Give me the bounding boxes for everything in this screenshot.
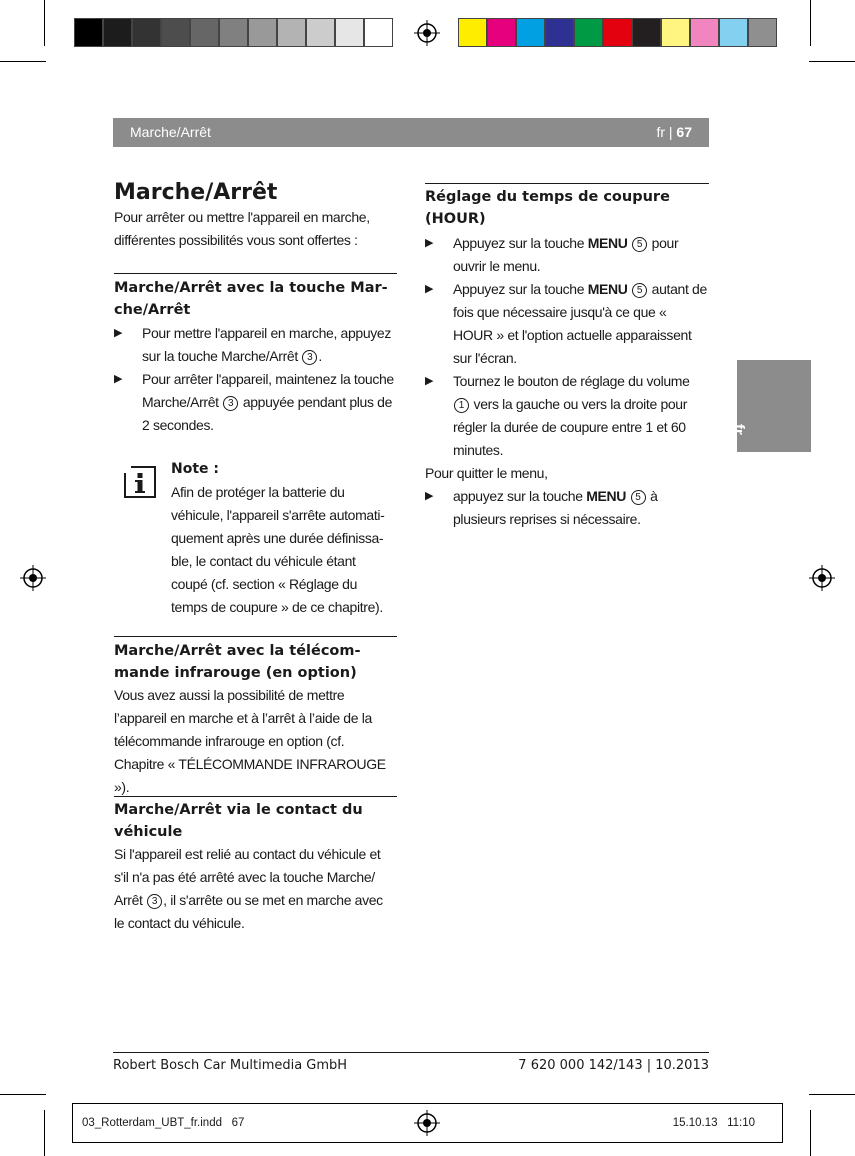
section-power-button (114, 277, 397, 437)
running-header-page: fr | 67 (656, 124, 692, 140)
crop-mark (0, 1094, 46, 1095)
menu-key-label: MENU (586, 488, 627, 504)
language-tab (730, 360, 811, 452)
color-swatch (516, 18, 545, 47)
list-item: ▶ Appuyez sur la touche MENU 5 pour ouvrir le menu. (425, 232, 709, 278)
color-swatch (132, 18, 161, 47)
quit-instruction: Pour quitter le menu, (425, 465, 548, 481)
callout-number: 5 (631, 490, 646, 505)
color-swatch (364, 18, 393, 47)
arrow-bullet-icon: ▶ (425, 283, 434, 295)
slug-datetime: 15.10.13 11:10 (672, 1117, 755, 1129)
crop-mark (44, 1110, 45, 1156)
color-swatch (306, 18, 335, 47)
color-swatch (690, 18, 719, 47)
note-title: Note : (171, 461, 219, 477)
color-swatch (190, 18, 219, 47)
footer-company: Robert Bosch Car Multimedia GmbH (113, 1058, 348, 1073)
callout-number: 5 (632, 237, 647, 252)
section-ignition (114, 799, 397, 935)
color-swatch (719, 18, 748, 47)
menu-key-label: MENU (587, 235, 628, 251)
color-swatch (277, 18, 306, 47)
list-item: ▶ Pour mettre l'appareil en marche, appuyez sur la touche Marche/Arrêt 3 . (114, 322, 397, 368)
arrow-bullet-icon: ▶ (425, 490, 434, 502)
section-heading: Marche/Arrêt via le contact du véhicule (114, 802, 363, 840)
list-item: ▶ Appuyez sur la touche MENU 5 autant de fois que nécessaire jusqu'à ce que « HOUR » et l'option actuelle apparaissent sur l'écran. (425, 278, 709, 370)
section-rule (425, 183, 709, 184)
color-swatch (603, 18, 632, 47)
color-swatch (661, 18, 690, 47)
info-icon (124, 466, 156, 498)
section-paragraph: Si l'appareil est relié au contact du véhicule et s'il n'a pas été arrêté avec la touche Marche/ Arrêt 3 , il s'arrête ou se met en marche avec le contact du véhicule. (114, 846, 383, 931)
section-paragraph: Vous avez aussi la possibilité de mettre l’appareil en marche et à l’arrêt à l’aide de la télécommande infrarouge en option (cf. Chapitre « TÉLÉCOMMANDE INFRAROUGE »). (114, 687, 386, 795)
left-column (114, 180, 397, 252)
callout-number: 3 (302, 350, 317, 365)
callout-number: 1 (454, 398, 469, 413)
color-swatch (161, 18, 190, 47)
color-swatch (748, 18, 777, 47)
registration-mark-icon (809, 565, 835, 591)
color-swatch (74, 18, 103, 47)
registration-mark-icon (20, 565, 46, 591)
section-heading: Réglage du temps de coupure (HOUR) (425, 189, 670, 227)
arrow-bullet-icon: ▶ (425, 237, 434, 249)
page-title: Marche/Arrêt (114, 180, 278, 205)
menu-key-label: MENU (587, 281, 628, 297)
callout-number: 3 (223, 396, 238, 411)
section-heading: Marche/Arrêt avec la télécom- mande infrarouge (en option) (114, 643, 361, 681)
color-swatch (335, 18, 364, 47)
running-header-section: Marche/Arrêt (130, 124, 211, 140)
list-item: ▶ Pour arrêter l'appareil, maintenez la touche Marche/Arrêt 3 appuyée pendant plus de 2 secondes. (114, 368, 397, 437)
list-item: ▶ Tournez le bouton de réglage du volume 1 vers la gauche ou vers la droite pour régler la durée de coupure entre 1 et 60 minutes. (425, 370, 709, 462)
color-swatch (458, 18, 487, 47)
crop-mark (810, 0, 811, 46)
list-item: ▶ appuyez sur la touche MENU 5 à plusieurs reprises si nécessaire. (425, 485, 709, 531)
section-rule (114, 636, 397, 637)
crop-mark (810, 1110, 811, 1156)
callout-number: 3 (147, 894, 162, 909)
arrow-bullet-icon: ▶ (425, 375, 434, 387)
registration-mark-icon (414, 20, 440, 46)
color-swatch (574, 18, 603, 47)
intro-paragraph: Pour arrêter ou mettre l'appareil en marche, différentes possibilités vous sont offertes : (114, 209, 370, 248)
slug-filename: 03_Rotterdam_UBT_fr.indd 67 (82, 1117, 245, 1129)
color-swatch (632, 18, 661, 47)
crop-mark (44, 0, 45, 46)
crop-mark (809, 1094, 855, 1095)
language-tab-label: fr (730, 424, 747, 435)
color-swatch (545, 18, 574, 47)
note-box (171, 458, 401, 619)
section-rule (114, 273, 397, 274)
section-timeout (425, 186, 709, 531)
footer-docref: 7 620 000 142/143 | 10.2013 (518, 1058, 709, 1073)
header-lang: fr (656, 124, 665, 140)
arrow-bullet-icon: ▶ (114, 373, 123, 385)
page-number: 67 (676, 124, 692, 140)
section-remote (114, 640, 397, 799)
footer-rule (113, 1052, 709, 1053)
crop-mark (809, 61, 855, 62)
section-rule (114, 796, 397, 797)
color-swatch (219, 18, 248, 47)
callout-number: 5 (632, 283, 647, 298)
crop-mark (0, 61, 46, 62)
arrow-bullet-icon: ▶ (114, 327, 123, 339)
color-swatch (103, 18, 132, 47)
section-heading: Marche/Arrêt avec la touche Mar- che/Arrêt (114, 280, 388, 318)
color-swatch (487, 18, 516, 47)
note-text: Afin de protéger la batterie du véhicule, l'appareil s'arrête automati- quement après une durée définissa- ble, le contact du véhicule étant coupé (cf. section « Réglage du temps de coupure » de ce chapitre). (171, 484, 385, 615)
color-swatch (248, 18, 277, 47)
